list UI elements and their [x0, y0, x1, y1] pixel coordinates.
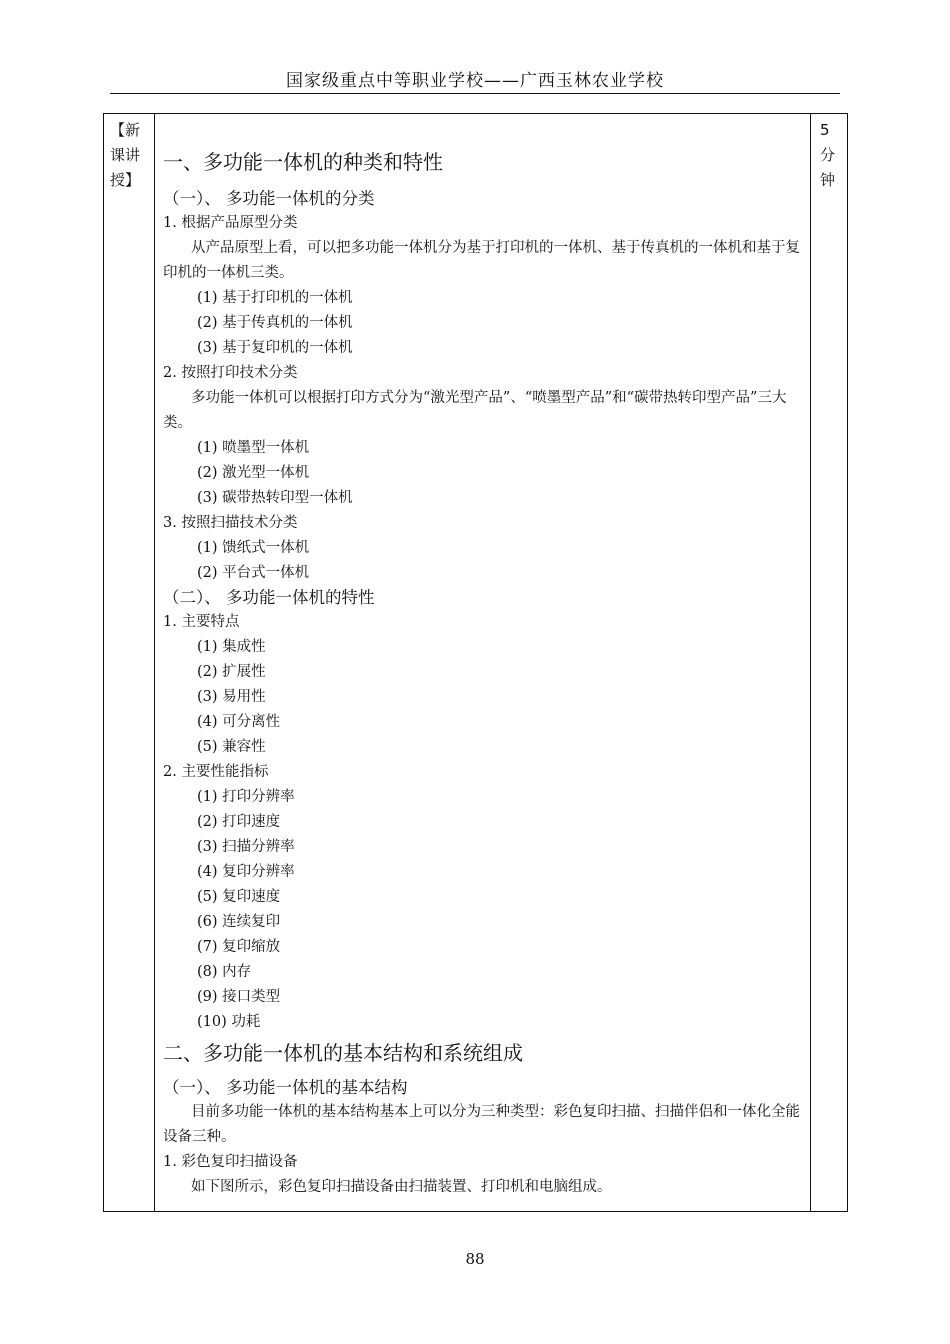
section-2-title: 二、多功能一体机的基本结构和系统组成 [163, 1041, 523, 1065]
page-number: 88 [465, 1250, 485, 1268]
subsection-heading: 2. 按照打印技术分类 [163, 365, 298, 381]
side-label [104, 114, 154, 193]
list-item: (4) 可分离性 [197, 714, 281, 730]
list-item: (8) 内存 [197, 964, 252, 980]
list-item: (3) 易用性 [197, 689, 266, 705]
time-label-line: 分 [820, 146, 836, 164]
list-item: (2) 平台式一体机 [197, 565, 310, 581]
list-item: (1) 打印分辨率 [197, 789, 295, 805]
list-item: (7) 复印缩放 [197, 939, 281, 955]
section-1-1-title: （一）、 多功能一体机的分类 [163, 189, 375, 208]
subsection-heading: 1. 彩色复印扫描设备 [163, 1154, 298, 1170]
paragraph: 如下图所示，彩色复印扫描设备由扫描装置、打印机和电脑组成。 [191, 1179, 612, 1195]
lesson-content [155, 147, 810, 1200]
time-label-line: 钟 [820, 171, 836, 189]
subsection-heading: 1. 主要特点 [163, 614, 240, 630]
list-item: (1) 喷墨型一体机 [197, 440, 310, 456]
side-label-line: 【新 [110, 121, 141, 139]
list-item: (5) 兼容性 [197, 739, 266, 755]
side-label-line: 授】 [110, 171, 141, 189]
time-cell [811, 114, 848, 1212]
paragraph: 目前多功能一体机的基本结构基本上可以分为三种类型：彩色复印扫描、扫描伴侣和一体化全能设备三种。 [163, 1104, 800, 1145]
page-header-title: 国家级重点中等职业学校——广西玉林农业学校 [286, 71, 664, 91]
section-2-1-title: （一）、 多功能一体机的基本结构 [163, 1078, 408, 1097]
subsection-heading: 2. 主要性能指标 [163, 764, 269, 780]
list-item: (6) 连续复印 [197, 914, 281, 930]
lesson-table [103, 113, 848, 1212]
side-label-line: 课讲 [110, 146, 141, 164]
list-item: (4) 复印分辨率 [197, 864, 295, 880]
content-cell [155, 114, 811, 1212]
list-item: (1) 基于打印机的一体机 [197, 290, 353, 306]
subsection-heading: 1. 根据产品原型分类 [163, 215, 298, 231]
time-label [811, 114, 847, 193]
list-item: (3) 扫描分辨率 [197, 839, 295, 855]
header-rule [110, 93, 840, 94]
list-item: (9) 接口类型 [197, 989, 281, 1005]
time-label-line: 5 [820, 121, 830, 139]
list-item: (5) 复印速度 [197, 889, 281, 905]
section-1-2-title: （二）、 多功能一体机的特性 [163, 588, 375, 607]
section-1-title: 一、多功能一体机的种类和特性 [163, 150, 443, 174]
subsection-heading: 3. 按照扫描技术分类 [163, 515, 298, 531]
list-item: (2) 基于传真机的一体机 [197, 315, 353, 331]
list-item: (3) 碳带热转印型一体机 [197, 490, 353, 506]
list-item: (2) 激光型一体机 [197, 465, 310, 481]
list-item: (3) 基于复印机的一体机 [197, 340, 353, 356]
list-item: (2) 扩展性 [197, 664, 266, 680]
list-item: (10) 功耗 [197, 1014, 261, 1030]
paragraph: 从产品原型上看，可以把多功能一体机分为基于打印机的一体机、基于传真机的一体机和基于复印机的一体机三类。 [163, 240, 800, 281]
paragraph: 多功能一体机可以根据打印方式分为“激光型产品”、“喷墨型产品”和“碳带热转印型产品”三大类。 [163, 390, 787, 431]
list-item: (2) 打印速度 [197, 814, 281, 830]
list-item: (1) 集成性 [197, 639, 266, 655]
list-item: (1) 馈纸式一体机 [197, 540, 310, 556]
side-label-cell [104, 114, 155, 1212]
